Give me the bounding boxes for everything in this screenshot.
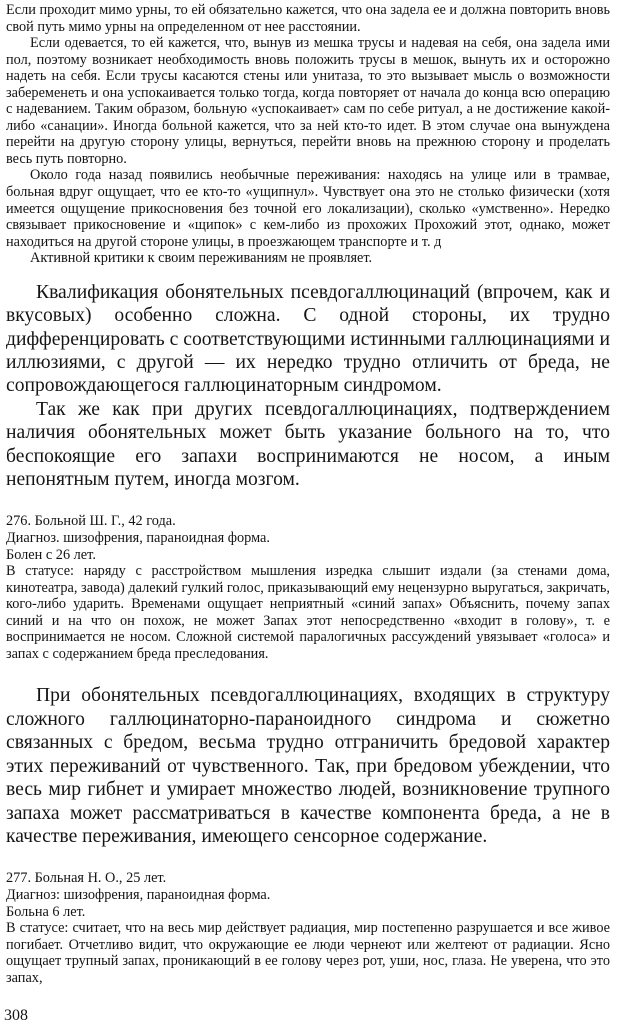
main-paragraph-structure: При обонятельных псевдогаллюцинациях, входящих в структуру сложного галлюцинаторно-параноидного синдрома и сюжетно связанных с бредом, весьма трудно отграничить бредовой характер этих переживаний от чувственного. Так, при бредовом убеждении, что весь мир гибнет и умирает множество людей, возникновение трупного запаха может рассматриваться в качестве компонента бреда, а не в качестве переживания, имеющего сенсорное содержание.: [6, 685, 610, 847]
case-header: 277. Больная Н. О., 25 лет.: [6, 870, 167, 887]
case-diagnosis: Диагноз: шизофрения, параноидная форма.: [6, 886, 271, 903]
main-paragraph-qualification: Квалификация обонятельных псевдогаллюцинаций (впрочем, как и вкусовых) особенно сложна. С одной стороны, их трудно дифференцировать с соответствующими истинными галлюцинациями и иллюзиями, с другой — их нередко трудно отличить от бреда, не сопровождающегося галлюцинаторным синдромом.: [6, 281, 610, 397]
main-paragraph-confirmation: Так же как при других псевдогаллюцинациях, подтверждением наличия обонятельных может быть указание больного на то, что беспокоящие его запахи воспринимаются не носом, а иным непонятным путем, иногда мозгом.: [6, 398, 610, 490]
case-diagnosis: Диагноз. шизофрения, параноидная форма.: [6, 530, 270, 546]
case-status: В статусе: наряду с расстройством мышления изредка слышит издали (за стенами дома, кинотеатра, завода) далекий гулкий голос, приказывающий ему нецензурно выругаться, закричать, кого-либо ударить. Временами ощущает неприятный «синий запах» Объяснить, почему запах синий и на что он похож, не может Запах этот непосредственно «входит в голову», т. е воспринимается не носом. Сложной системой паралогичных рассуждений увязывает «голоса» и запах с содержанием бреда преследования.: [6, 563, 610, 662]
case-duration: Больна 6 лет.: [6, 903, 86, 920]
paragraph-pinch: Около года назад появились необычные переживания: находясь на улице или в трамвае, больная вдруг ощущает, что ее кто-то «ущипнул». Чувствует она это не столько физически (хотя имеется ощущение прикосновения без точной его локализации), сколько «умственно». Нередко связывает прикосновение и «щипок» с кем-либо из прохожих Прохожий этот, однако, может находиться на другой стороне улицы, в проезжающем транспорте и т. д: [6, 167, 610, 250]
case-header: 276. Больной Ш. Г., 42 года.: [6, 513, 176, 530]
page-number: 308: [4, 1007, 28, 1024]
case-duration: Болен с 26 лет.: [6, 546, 96, 563]
case-277: [6, 870, 610, 986]
case-276: [6, 513, 610, 662]
case-status: В статусе: считает, что на весь мир действует радиация, мир постепенно разрушается и все живое погибает. Отчетливо видит, что окружающие ее люди чернеют или желтеют от радиации. Ясно ощущает трупный запах, проникающий в ее голову через рот, уши, нос, глаза. Не уверена, что это запах,: [6, 920, 610, 986]
paragraph-dressing: Если одевается, то ей кажется, что, вынув из мешка трусы и надевая на себя, она задела ими пол, поэтому возникает необходимость вновь положить трусы в мешок, вынуть их и осторожно надеть на себя. Если трусы касаются стены или унитаза, то это вызывает мысль о возможности забеременеть и она успокаивается только тогда, когда повторяет от начала до конца всю операцию с надеванием. Таким образом, больную «успокаивает» сам по себе ритуал, а не достижение какой-либо «санации». Иногда больной кажется, что за ней кто-то идет. В этом случае она вынуждена перейти на другую сторону улицы, вернуться, перейти вновь на прежнюю сторону и проделать весь путь повторно.: [6, 35, 610, 167]
paragraph-criticism: Активной критики к своим переживаниям не проявляет.: [30, 250, 373, 267]
paragraph-urn: Если проходит мимо урны, то ей обязательно кажется, что она задела ее и должна повторить вновь свой путь мимо урны на определенном от нее расстоянии.: [6, 2, 610, 35]
